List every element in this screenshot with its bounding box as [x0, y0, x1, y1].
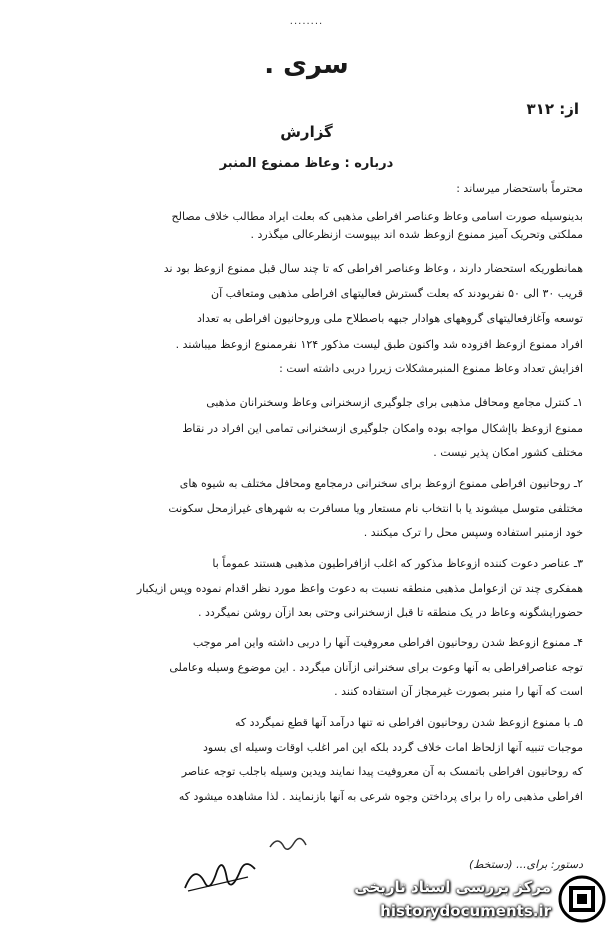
signature [180, 858, 260, 898]
signature-icon [180, 858, 260, 898]
from-line: از: ۳۱۲ [526, 100, 579, 118]
intro-line: بدینوسیله صورت اسامی وعاظ وعناصر افراطی مذهبی که بعلت ایراد مطالب خلاف مصالح [171, 210, 583, 223]
stamp-mark [150, 822, 450, 862]
subject-line: درباره : وعاظ ممنوع المنبر [219, 156, 394, 171]
history-line: قریب ۳۰ الی ۵۰ نفربودند که بعلت گسترش فعالیتهای افراطی مذهبی ومتعاقب آن [210, 287, 583, 300]
history-line: افراد ممنوع ازوعظ افزوده شد واکنون طبق لیست مذکور ۱۲۴ نفرممنوع ازوعظ میباشند . [175, 338, 583, 351]
report-title: گزارش [280, 123, 333, 141]
item-1-line: ممنوع ازوعظ باإشکال مواجه بوده وامکان جلوگیری ازسخنرانی تمامی این افراد در نقاط [182, 422, 583, 435]
item-2-line: ۲ـ روحانیون افراطی ممنوع ازوعظ برای سخنرانی درمجامع ومحافل مختلف به شیوه های [179, 477, 583, 490]
item-5-line: که روحانیون افراطی باتمسک به آن معروفیت پیدا نمایند ویدین وسیله باجلب توجه عناصر [181, 765, 583, 778]
classification-stamp: سری . [264, 50, 349, 80]
item-5-line: ۵ـ با ممنوع ازوعظ شدن روحانیون افراطی نه تنها درآمد آنها قطع نمیگردد که [234, 716, 583, 729]
salutation: محترماً باستحضار میرساند : [456, 182, 583, 195]
item-5-line: موجبات تنبیه آنها ازلحاظ امات خلاف گردد بلکه این امر اغلب اوقات وسیله ای بسود [203, 741, 583, 754]
item-4-line: توجه عناصرافراطی به آنها وعوت برای سخنرانی ازآنان میگردد . این موضوع وسیله وعاملی [169, 661, 583, 674]
item-3-line: حضورایشگونه وعاظ در یک منطقه تا قبل ازسخنرانی وحتی بعد ازآن روشن نمیگردد . [198, 606, 583, 619]
item-2-line: مختلفی متوسل میشوند یا با انتخاب نام مستعار ویا مسافرت به شهرهای غیرازمحل سکونت [168, 502, 583, 515]
history-line: افزایش تعداد وعاظ ممنوع المنبرمشکلات زیررا دربی داشته است : [279, 362, 583, 375]
history-line: توسعه وآغازفعالیتهای گروههای هوادار جبهه باصطلاح ملی وروحانیون افراطی به تعداد [197, 312, 583, 325]
item-3-line: ۳ـ عناصر دعوت کننده ازوعاظ مذکور که اغلب ازافراطیون مذهبی هستند عموماً با [212, 557, 583, 570]
item-4-line: ۴ـ ممنوع ازوعظ شدن روحانیون افراطی معروفیت آنها را دربی داشته واین امر موجب [192, 636, 583, 649]
watermark-url: historydocuments.ir [380, 902, 551, 920]
item-3-line: همفکری چند تن ازعوامل مذهبی منطقه نسبت به دعوت واعظ مورد نظر اقدام نموده وپس ازیکبار [136, 582, 583, 595]
intro-line: مملکتی وتحریک آمیز ممنوع ازوعظ شده اند بپیوست ازنظرعالی میگذرد . [250, 228, 583, 241]
item-2-line: خود ازمنبر استفاده وسپس محل را ترک میکنند . [363, 526, 583, 539]
top-marks: ........ [289, 16, 324, 27]
handwritten-note: دستور: برای... (دستخط) [469, 858, 583, 871]
stamp-mark-icon [150, 822, 450, 862]
watermark-title: مرکز بررسی اسناد تاریخی [354, 878, 551, 896]
item-1-line: ۱ـ کنترل مجامع ومحافل مذهبی برای جلوگیری ازسخنرانی وعاظ وسخنرانان مذهبی [206, 396, 583, 409]
item-5-line: افراطی مذهبی راه را برای پرداختن وجوه شرعی به آنها بازنمایند . لذا مشاهده میشود که [178, 790, 583, 803]
watermark [326, 870, 611, 930]
item-4-line: است که آنها را منبر بصورت غیرمجاز آن استفاده کنند . [334, 685, 583, 698]
history-line: همانطوریکه استحضار دارند ، وعاظ وعناصر افراطی که تا چند سال قبل ممنوع ازوعظ بود ند [163, 262, 583, 275]
watermark-logo-icon [557, 874, 607, 924]
item-1-line: مختلف کشور امکان پذیر نیست . [433, 446, 583, 459]
